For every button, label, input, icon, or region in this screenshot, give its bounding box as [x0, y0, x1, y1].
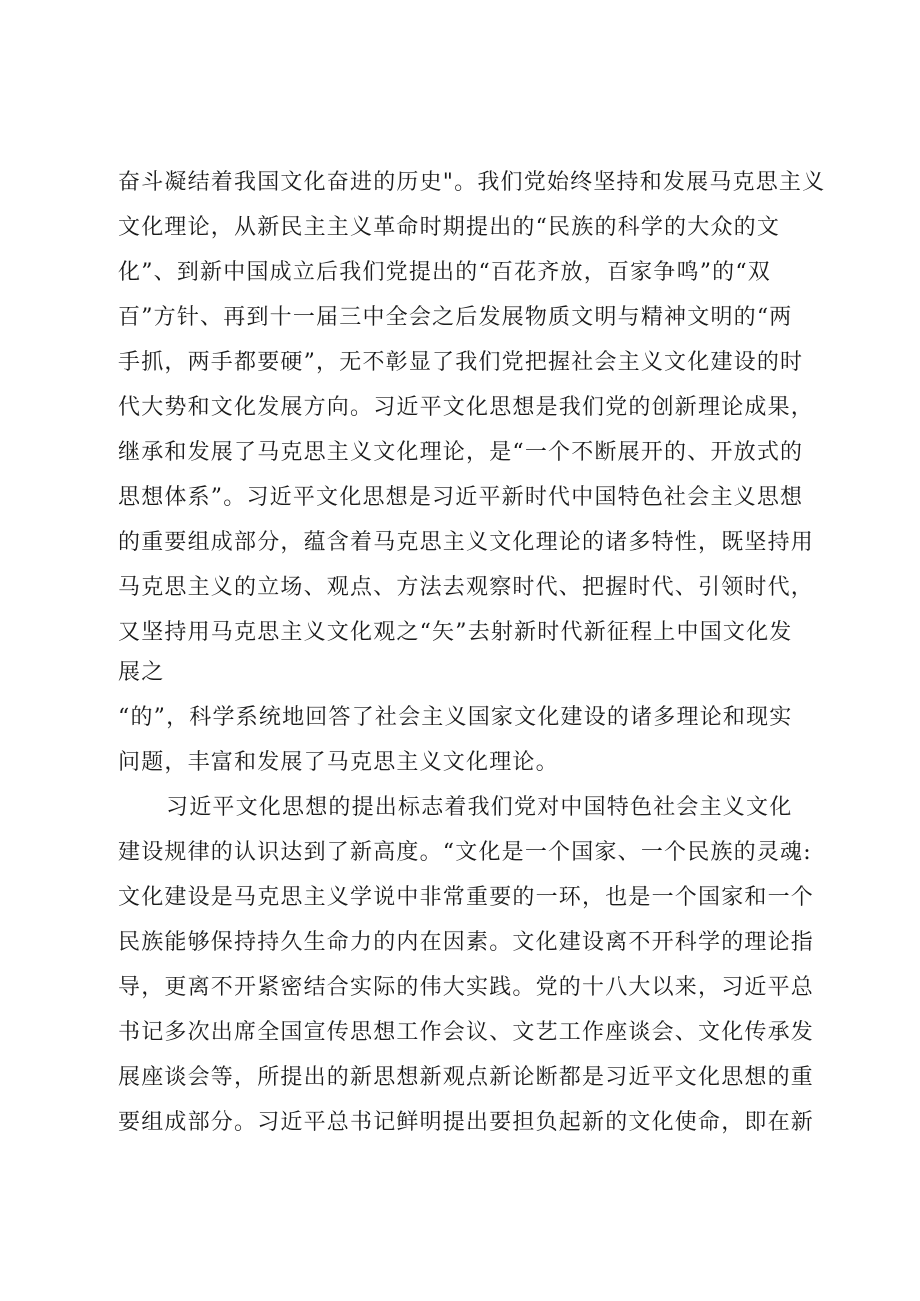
text-line: 展之	[118, 660, 165, 685]
text-line: 又坚持用马克思主义文化观之“矢”去射新时代新征程上中国文化发	[118, 620, 793, 645]
text-line: 建设规律的认识达到了新高度。“文化是一个国家、一个民族的灵魂:	[118, 840, 812, 865]
text-line: 马克思主义的立场、观点、方法去观察时代、把握时代、引领时代，	[118, 575, 815, 600]
text-line: “的”，科学系统地回答了社会主义国家文化建设的诸多理论和现实	[118, 705, 793, 730]
text-line: 文化理论，从新民主主义革命时期提出的“民族的科学的大众的文	[118, 215, 781, 240]
text-line: 化”、到新中国成立后我们党提出的“百花齐放，百家争鸣”的“双	[118, 260, 771, 285]
text-line: 书记多次出席全国宣传思想工作会议、文艺工作座谈会、文化传承发	[118, 1020, 815, 1045]
text-line: 思想体系”。习近平文化思想是习近平新时代中国特色社会主义思想	[118, 485, 804, 510]
text-line: 奋斗凝结着我国文化奋进的历史"。我们党始终坚持和发展马克思主义	[118, 170, 826, 195]
text-line: 手抓，两手都要硬”，无不彰显了我们党把握社会主义文化建设的时	[118, 350, 804, 375]
text-line: 的重要组成部分，蕴含着马克思主义文化理论的诸多特性，既坚持用	[118, 530, 815, 555]
text-line: 代大势和文化发展方向。习近平文化思想是我们党的创新理论成果，	[118, 395, 815, 420]
text-line: 继承和发展了马克思主义文化理论，是“一个不断展开的、开放式的	[118, 440, 804, 465]
text-line: 展座谈会等，所提出的新思想新观点新论断都是习近平文化思想的重	[118, 1065, 815, 1090]
text-line: 百”方针、再到十一届三中全会之后发展物质文明与精神文明的“两	[118, 305, 793, 330]
text-line: 民族能够保持持久生命力的内在因素。文化建设离不开科学的理论指	[118, 930, 815, 955]
text-line: 导，更离不开紧密结合实际的伟大实践。党的十八大以来，习近平总	[118, 975, 815, 1000]
text-line: 要组成部分。习近平总书记鲜明提出要担负起新的文化使命，即在新	[118, 1110, 815, 1135]
text-line: 问题，丰富和发展了马克思主义文化理论。	[118, 750, 559, 775]
paragraph-first-line: 习近平文化思想的提出标志着我们党对中国特色社会主义文化	[166, 795, 793, 820]
text-line: 文化建设是马克思主义学说中非常重要的一环，也是一个国家和一个	[118, 885, 815, 910]
